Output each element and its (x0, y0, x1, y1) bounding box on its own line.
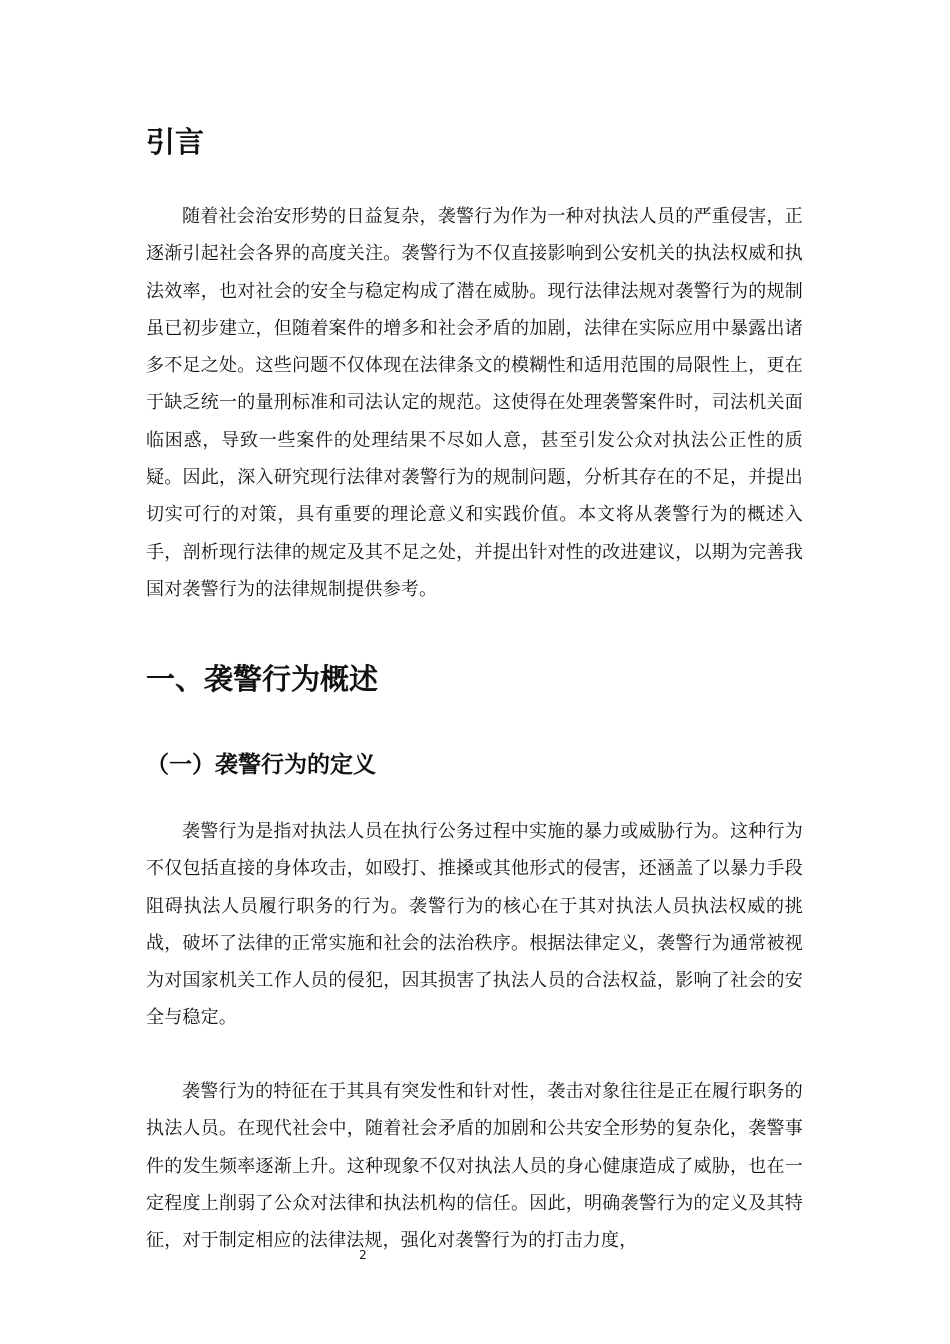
section-heading-intro: 引言 (146, 125, 205, 159)
page-number-footer (0, 1247, 950, 1263)
definition-paragraph-2: 袭警行为的特征在于其具有突发性和针对性，袭击对象往往是正在履行职务的执法人员。在现代社会中，随着社会矛盾的加剧和公共安全形势的复杂化，袭警事件的发生频率逐渐上升。这种现象不仅对执法人员的身心健康造成了威胁，也在一定程度上削弱了公众对法律和执法机构的信任。因此，明确袭警行为的定义及其特征，对于制定相应的法律法规，强化对袭警行为的打击力度， (146, 1081, 803, 1252)
intro-paragraph: 随着社会治安形势的日益复杂，袭警行为作为一种对执法人员的严重侵害，正逐渐引起社会各界的高度关注。袭警行为不仅直接影响到公安机关的执法权威和执法效率，也对社会的安全与稳定构成了潜在威胁。现行法律法规对袭警行为的规制虽已初步建立，但随着案件的增多和社会矛盾的加剧，法律在实际应用中暴露出诸多不足之处。这些问题不仅体现在法律条文的模糊性和适用范围的局限性上，更在于缺乏统一的量刑标准和司法认定的规范。这使得在处理袭警案件时，司法机关面临困惑，导致一些案件的处理结果不尽如人意，甚至引发公众对执法公正性的质疑。因此，深入研究现行法律对袭警行为的规制问题，分析其存在的不足，并提出切实可行的对策，具有重要的理论意义和实践价值。本文将从袭警行为的概述入手，剖析现行法律的规定及其不足之处，并提出针对性的改进建议，以期为完善我国对袭警行为的法律规制提供参考。 (146, 206, 803, 600)
subsection-heading: （一）袭警行为的定义 (146, 752, 376, 778)
chapter-heading: 一、袭警行为概述 (146, 662, 379, 696)
definition-paragraph-1: 袭警行为是指对执法人员在执行公务过程中实施的暴力或威胁行为。这种行为不仅包括直接的身体攻击，如殴打、推搡或其他形式的侵害，还涵盖了以暴力手段阻碍执法人员履行职务的行为。袭警行为的核心在于其对执法人员执法权威的挑战，破坏了法律的正常实施和社会的法治秩序。根据法律定义，袭警行为通常被视为对国家机关工作人员的侵犯，因其损害了执法人员的合法权益，影响了社会的安全与稳定。 (146, 821, 803, 1029)
page-number: 2 (359, 1248, 367, 1262)
